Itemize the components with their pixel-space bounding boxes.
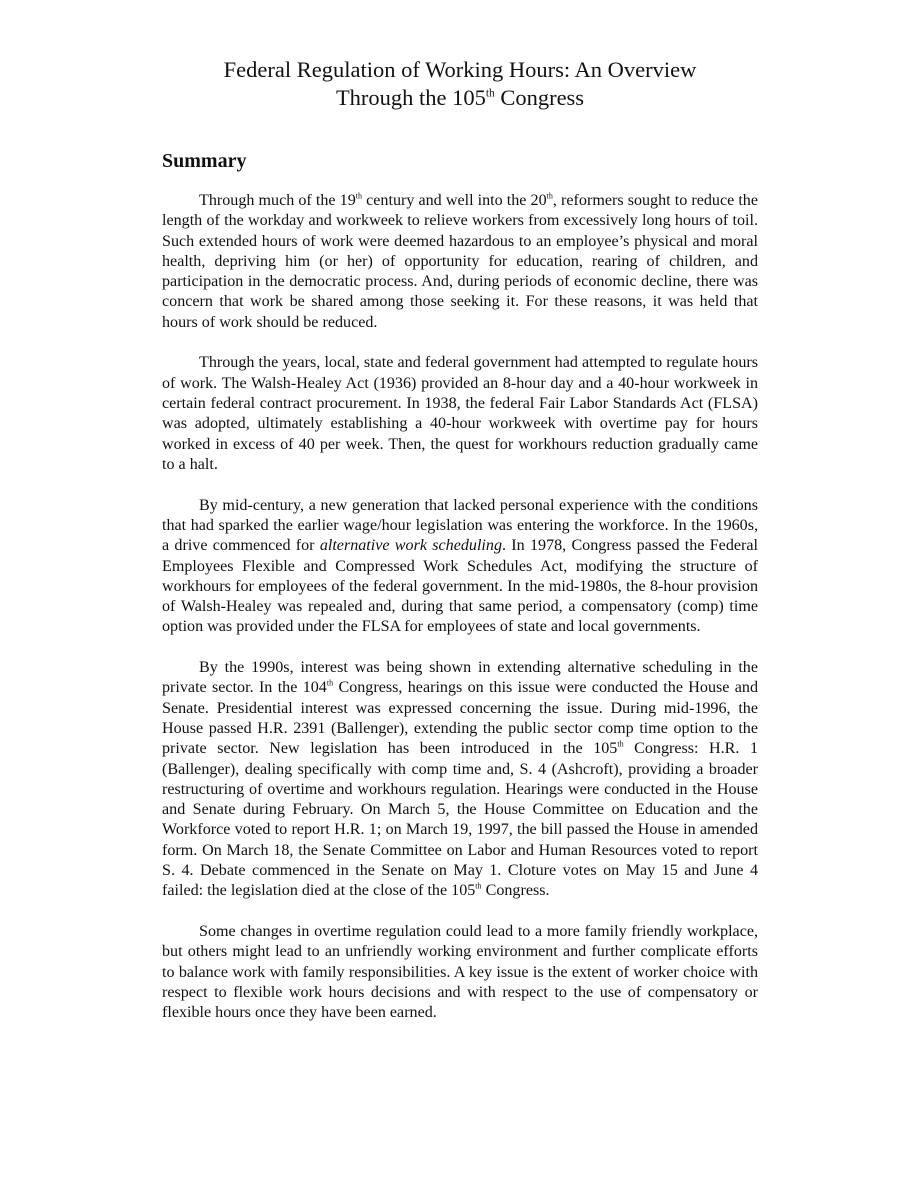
p1-sup-b: th [546,191,553,201]
p1-sup-a: th [355,191,363,201]
p1-text-b: century and well into the 20 [362,192,547,209]
summary-paragraph-2: Through the years, local, state and federal government had attempted to regulate hours of work. The Walsh-Healey Act (1936) provided an 8-hour day and a 40-hour workweek in certain federal contract procurement. In 1938, the federal Fair Labor Standards Act (FLSA) was adopted, ultimately establishing a 40-hour workweek with overtime pay for hours worked in excess of 40 per week. Then, the quest for workhours reduction gradually came to a halt. [162,354,758,473]
p3-text-a: By mid-century, a new generation that lacked personal experience with the conditions that had sparked the earlier wage/hour legislation was entering the workforce. In the 1960s, a drive commenced for [162,496,758,555]
title-line-2-end: Congress [494,85,585,110]
page-title [162,56,758,112]
p4-text-c: Congress: H.R. 1 (Ballenger), dealing specifically with comp time and, S. 4 (Ashcroft), providing a broader restructuring of overtime and workhours regulation. Hearings were conducted in the House and Senate during February. On March 5, the House Committee on Education and the Workforce voted to report H.R. 1; on March 19, 1997, the bill passed the House in amended form. On March 18, the Senate Committee on Labor and Human Resources voted to report S. 4. Debate commenced in the Senate on May 1. Cloture votes on May 15 and June 4 failed: the legislation died at the close of the 105 [162,740,758,900]
p4-text-a: By the 1990s, interest was being shown in extending alternative scheduling in the private sector. In the 104 [162,659,758,697]
summary-paragraph-1 [162,191,758,333]
p4-sup-a: th [326,679,334,689]
p4-text-d: Congress. [481,882,550,900]
title-line-1: Federal Regulation of Working Hours: An Overview [223,57,697,82]
summary-paragraph-3 [162,496,758,638]
p3-text-b: . In 1978, Congress passed the Federal Employees Flexible and Compressed Work Schedules Act, modifying the structure of workhours for employees of the federal government. In the mid-1980s, the 8-hour provision of Walsh-Healey was repealed and, during that same period, a compensatory (comp) time option was provided under the FLSA for employees of state and local governments. [162,537,758,636]
title-superscript: th [485,87,495,100]
p1-text-c: , reformers sought to reduce the length of the workday and workweek to relieve workers from excessively long hours of toil. Such extended hours of work were deemed hazardous to an employee’s physical and moral health, depriving him (or her) of opportunity for education, rearing of children, and participation in the democratic process. And, during periods of economic decline, there was concern that work be shared among those seeking it. For these reasons, it was held that hours of work should be reduced. [162,192,758,331]
title-line-2-text: Through the 105 [335,85,486,110]
p4-sup-b: th [617,739,624,749]
summary-paragraph-5: Some changes in overtime regulation could lead to a more family friendly workplace, but others might lead to an unfriendly working environment and further complicate efforts to balance work with family responsibilities. A key issue is the extent of worker choice with respect to flexible work hours decisions and with respect to the use of compensatory or flexible hours once they have been earned. [162,923,758,1022]
p4-sup-c: th [475,882,482,892]
summary-paragraph-4 [162,658,758,902]
p4-text-b: Congress, hearings on this issue were conducted the House and Senate. Presidential interest was expressed concerning the issue. During mid-1996, the House passed H.R. 2391 (Ballenger), extending the public sector comp time option to the private sector. New legislation has been introduced in the 105 [162,679,759,758]
document-page [162,56,758,1024]
p1-text-a: Through much of the 19 [199,192,356,209]
p3-emphasis: alternative work scheduling [319,537,502,555]
summary-heading: Summary [162,150,247,172]
title-line-2 [162,84,758,112]
